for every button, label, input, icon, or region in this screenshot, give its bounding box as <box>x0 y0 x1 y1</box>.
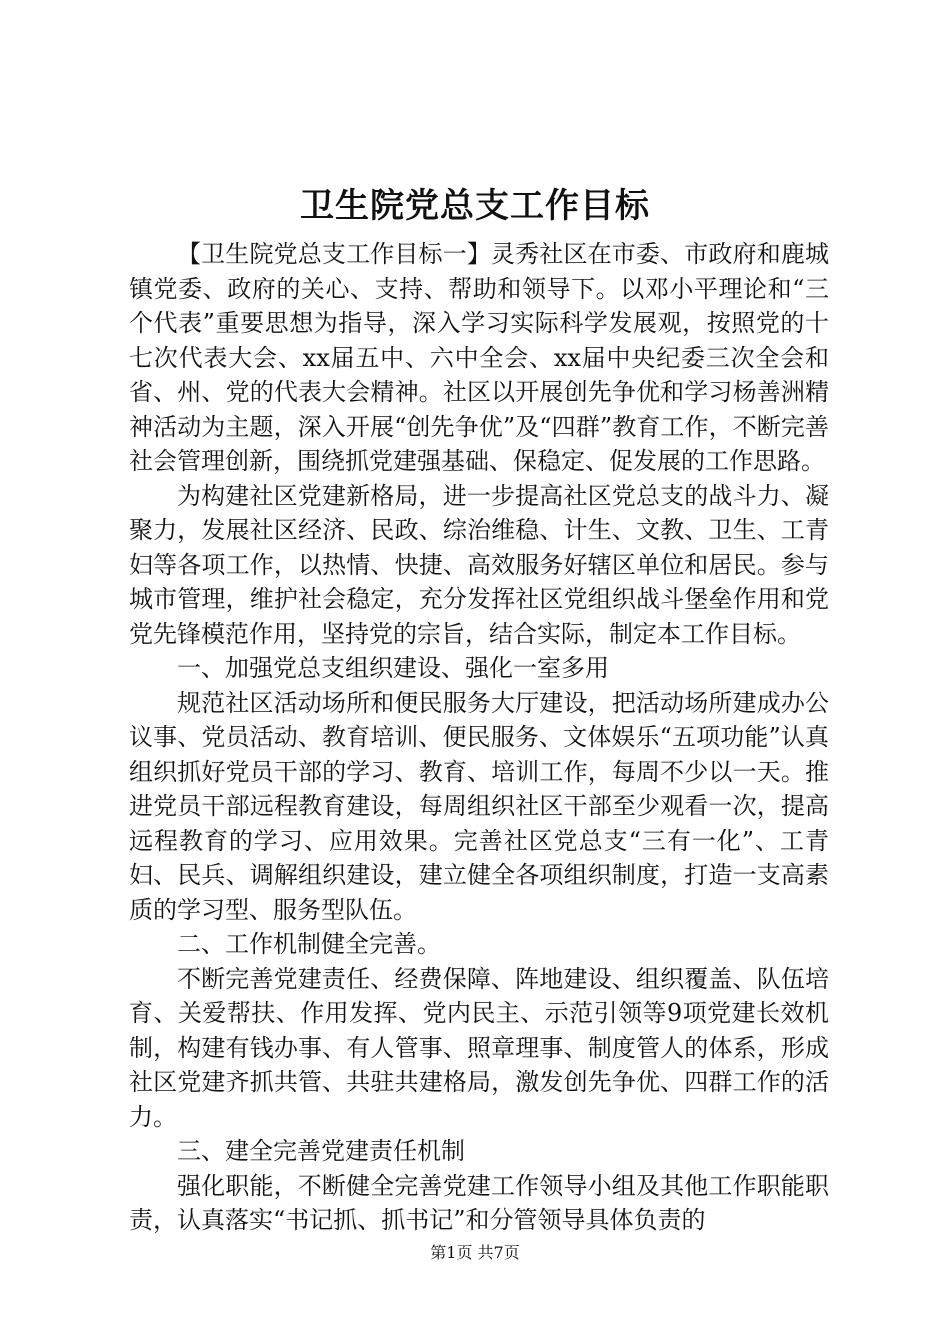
section-heading-1: 一、加强党总支组织建设、强化一室多用 <box>177 654 609 682</box>
paragraph-intro: 【卫生院党总支工作目标一】灵秀社区在市委、市政府和鹿城镇党委、政府的关心、支持、帮助和领导下。以邓小平理论和“三个代表”重要思想为指导，深入学习实际科学发展观，按照党的十七次代表大会、xx届五中、六中全会、xx届中央纪委三次全会和省、州、党的代表大会精神。社区以开展创先争优和学习杨善洲精神活动为主题，深入开展“创先争优”及“四群”教育工作，不断完善社会管理创新，围绕抓党建强基础、保稳定、促发展的工作思路。 <box>129 240 829 475</box>
paragraph-section-2: 不断完善党建责任、经费保障、阵地建设、组织覆盖、队伍培育、关爱帮扶、作用发挥、党内民主、示范引领等9项党建长效机制，构建有钱办事、有人管事、照章理事、制度管人的体系，形成社区党建齐抓共管、共驻共建格局，激发创先争优、四群工作的活力。 <box>129 964 829 1131</box>
paragraph-section-1: 规范社区活动场所和便民服务大厅建设，把活动场所建成办公议事、党员活动、教育培训、便民服务、文体娱乐“五项功能”认真组织抓好党员干部的学习、教育、培训工作，每周不少以一天。推进党员干部远程教育建设，每周组织社区干部至少观看一次，提高远程教育的学习、应用效果。完善社区党总支“三有一化”、工青妇、民兵、调解组织建设，建立健全各项组织制度，打造一支高素质的学习型、服务型队伍。 <box>129 688 829 924</box>
paragraph-purpose: 为构建社区党建新格局，进一步提高社区党总支的战斗力、凝聚力，发展社区经济、民政、综治维稳、计生、文教、卫生、工青妇等各项工作，以热情、快捷、高效服务好辖区单位和居民。参与城市管理，维护社会稳定，充分发挥社区党组织战斗堡垒作用和党党先锋模范作用，坚持党的宗旨，结合实际，制定本工作目标。 <box>129 481 829 648</box>
paragraph-section-3: 强化职能，不断健全完善党建工作领导小组及其他工作职能职责，认真落实“书记抓、抓书记”和分管领导具体负责的 <box>129 1171 829 1234</box>
page-number-footer: 第1页 共7页 <box>430 1243 520 1262</box>
section-heading-2: 二、工作机制健全完善。 <box>177 930 441 958</box>
section-heading-3: 三、建全完善党建责任机制 <box>177 1137 465 1165</box>
document-body <box>129 237 829 1238</box>
document-title: 卫生院党总支工作目标 <box>300 186 650 226</box>
